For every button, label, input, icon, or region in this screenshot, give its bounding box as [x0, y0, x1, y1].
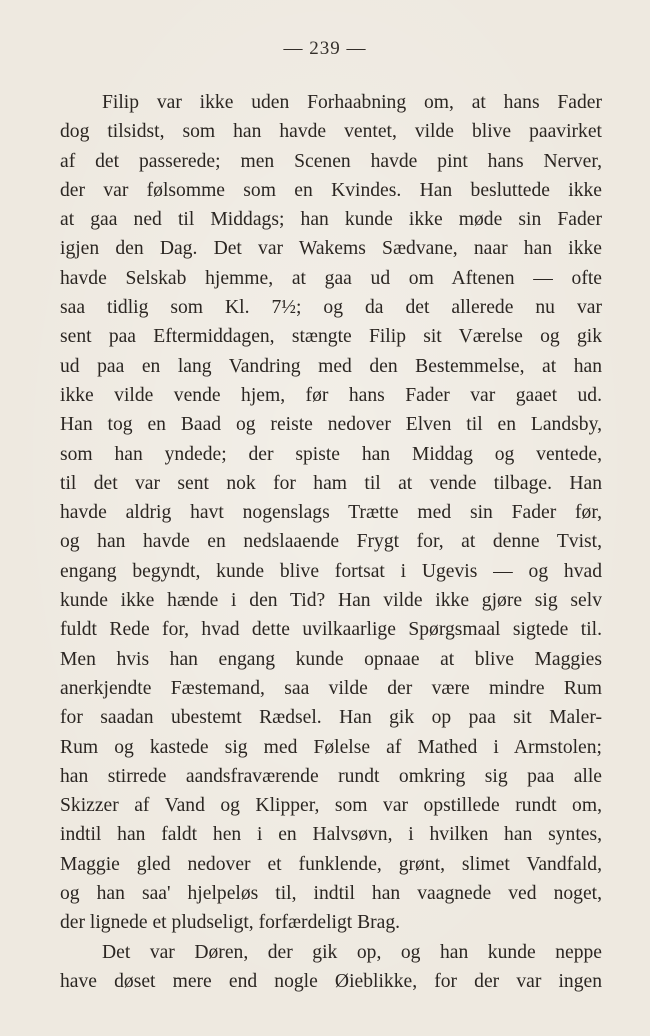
text-line: ud paa en lang Vandring med den Bestemmelse, at han	[60, 355, 602, 377]
text-line: dog tilsidst, som han havde ventet, vilde blive paavirket	[60, 121, 602, 143]
text-line: at gaa ned til Middags; han kunde ikke møde sin Fader	[60, 209, 602, 231]
text-line: for saadan ubestemt Rædsel. Han gik op paa sit Maler-	[60, 707, 602, 729]
text-line: som han yndede; der spiste han Middag og ventede,	[60, 443, 602, 465]
text-line: Det var Døren, der gik op, og han kunde neppe	[102, 941, 602, 963]
text-line: og han havde en nedslaaende Frygt for, at denne Tvist,	[60, 531, 602, 553]
text-line: Maggie gled nedover et funklende, grønt, slimet Vandfald,	[60, 853, 602, 875]
text-line: anerkjendte Fæstemand, saa vilde der være mindre Rum	[60, 677, 602, 699]
text-line: og han saa' hjelpeløs til, indtil han vaagnede ved noget,	[60, 883, 602, 905]
page-number: — 239 —	[283, 38, 367, 59]
text-line: Filip var ikke uden Forhaabning om, at hans Fader	[102, 92, 602, 113]
text-line: indtil han faldt hen i en Halvsøvn, i hvilken han syntes,	[60, 824, 602, 846]
body-text	[60, 88, 602, 996]
text-line: Han tog en Baad og reiste nedover Elven til en Landsby,	[60, 414, 602, 436]
text-line: han stirrede aandsfraværende rundt omkring sig paa alle	[60, 765, 602, 787]
text-line: sent paa Eftermiddagen, stængte Filip sit Værelse og gik	[60, 326, 602, 348]
text-line: fuldt Rede for, hvad dette uvilkaarlige Spørgsmaal sigtede til.	[60, 619, 602, 641]
text-line: engang begyndt, kunde blive fortsat i Ugevis — og hvad	[60, 560, 602, 582]
text-line: der lignede et pludseligt, forfærdeligt Brag.	[60, 912, 401, 934]
text-line: til det var sent nok for ham til at vende tilbage. Han	[60, 472, 602, 494]
text-line: igjen den Dag. Det var Wakems Sædvane, naar han ikke	[60, 238, 602, 260]
text-line: havde Selskab hjemme, at gaa ud om Aftenen — ofte	[60, 267, 602, 289]
text-line: der var følsomme som en Kvindes. Han besluttede ikke	[60, 179, 602, 201]
text-line: havde aldrig havt nogenslags Trætte med sin Fader før,	[60, 502, 602, 524]
text-line: Men hvis han engang kunde opnaae at blive Maggies	[60, 648, 602, 670]
text-line: Rum og kastede sig med Følelse af Mathed i Armstolen;	[60, 736, 602, 758]
text-line: kunde ikke hænde i den Tid? Han vilde ikke gjøre sig selv	[60, 590, 602, 612]
text-line: have døset mere end nogle Øieblikke, for der var ingen	[60, 970, 602, 992]
text-line: ikke vilde vende hjem, før hans Fader var gaaet ud.	[60, 384, 602, 406]
text-line: af det passerede; men Scenen havde pint hans Nerver,	[60, 150, 602, 172]
text-line: Skizzer af Vand og Klipper, som var opstillede rundt om,	[60, 795, 602, 817]
text-line: saa tidlig som Kl. 7½; og da det allerede nu var	[60, 297, 602, 319]
